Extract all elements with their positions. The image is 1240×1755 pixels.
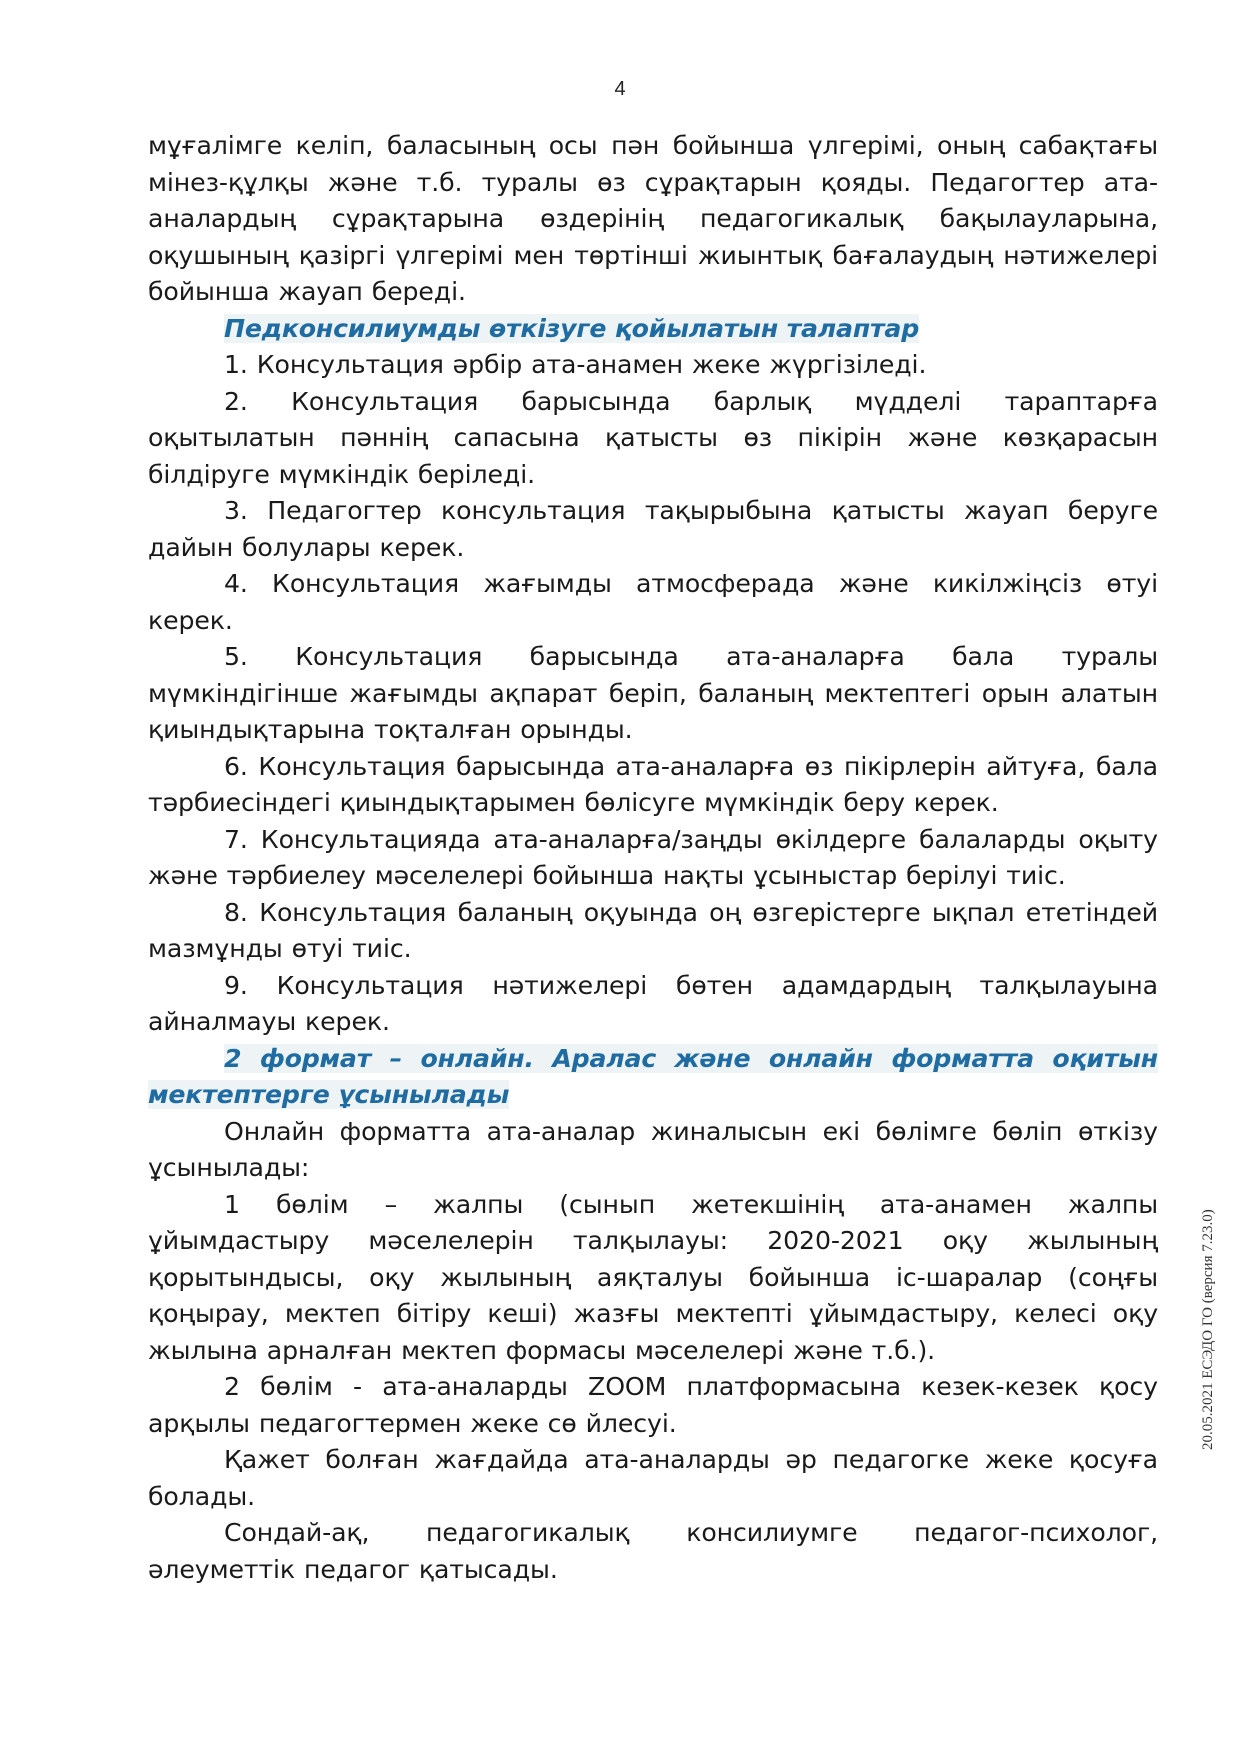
requirement-item-7: 7. Консультацияда ата-аналарға/заңды өкілдерге балаларды оқыту және тәрбиелеу мәселелері бойынша нақты ұсыныстар берілуі тиіс. (148, 824, 1158, 890)
requirement-item-8: 8. Консультация баланың оқуында оң өзгерістерге ықпал ететіндей мазмұнды өтуі тиіс. (148, 897, 1158, 963)
page-number: 4 (614, 78, 626, 100)
document-body (148, 128, 1158, 1588)
requirement-item-9: 9. Консультация нәтижелері бөтен адамдардың талқылауына айналмауы керек. (148, 970, 1158, 1036)
section-heading-online-format (148, 1041, 1158, 1114)
online-paragraph-4: Қажет болған жағдайда ата-аналарды әр педагогке жеке қосуға болады. (148, 1445, 1158, 1511)
requirement-item-1: 1. Консультация әрбір ата-анамен жеке жүргізіледі. (224, 350, 927, 379)
online-paragraph-2: 1 бөлім – жалпы (сынып жетекшінің ата-анамен жалпы ұйымдастыру мәселелерін талқылауы: 2020-2021 оқу жылының қорытындысы, оқу жылының аяқталуы бойынша іс-шаралар (соңғы қоңырау, мектеп бітіру кеші) жазғы мектепті ұйымдастыру, келесі оқу жылына арналған мектеп формасы мәселелері және т.б.). (148, 1189, 1158, 1365)
requirement-item-5: 5. Консультация барысында ата-аналарға бала туралы мүмкіндігінше жағымды ақпарат беріп, баланың мектептегі орын алатын қиындықтарына тоқталған орынды. (148, 642, 1158, 744)
requirement-item-2: 2. Консультация барысында барлық мүдделі тараптарға оқытылатын пәннің сапасына қатысты өз пікірін және көзқарасын білдіруге мүмкіндік беріледі. (148, 386, 1158, 489)
section-heading-online-format-text: 2 формат – онлайн. Аралас және онлайн форматта оқитын мектептерге ұсынылады (148, 1043, 1158, 1109)
online-paragraph-5: Сондай-ақ, педагогикалық консилиумге педагог-психолог, әлеуметтік педагог қатысады. (148, 1518, 1158, 1584)
section-heading-requirements-text: Педконсилиумды өткізуге қойылатын талаптар (224, 313, 920, 343)
intro-paragraph: мұғалімге келіп, баласының осы пән бойынша үлгерімі, оның сабақтағы мінез-құлқы және т.б. туралы өз сұрақтарын қояды. Педагогтер ата-аналардың сұрақтарына өздерінің педагогикалық бақылауларына, оқушының қазіргі үлгерімі мен төртінші жиынтық бағалаудың нәтижелері бойынша жауап береді. (148, 131, 1158, 306)
requirement-item-6: 6. Консультация барысында ата-аналарға өз пікірлерін айтуға, бала тәрбиесіндегі қиындықтарымен бөлісуге мүмкіндік беру керек. (148, 751, 1158, 817)
online-paragraph-3: 2 бөлім - ата-аналарды ZOOM платформасына кезек-кезек қосу арқылы педагогтермен жеке сө йлесуі. (148, 1372, 1158, 1438)
requirement-item-4: 4. Консультация жағымды атмосферада және кикілжіңсіз өтуі керек. (148, 569, 1158, 635)
requirement-item-3: 3. Педагогтер консультация тақырыбына қатысты жауап беруге дайын болулары керек. (148, 496, 1158, 562)
document-registry-stamp: 20.05.2021 ЕСЭДО ГО (версия 7.23.0) (1200, 1209, 1216, 1450)
section-heading-requirements (148, 311, 1158, 348)
online-paragraph-1: Онлайн форматта ата-аналар жиналысын екі бөлімге бөліп өткізу ұсынылады: (148, 1116, 1158, 1182)
